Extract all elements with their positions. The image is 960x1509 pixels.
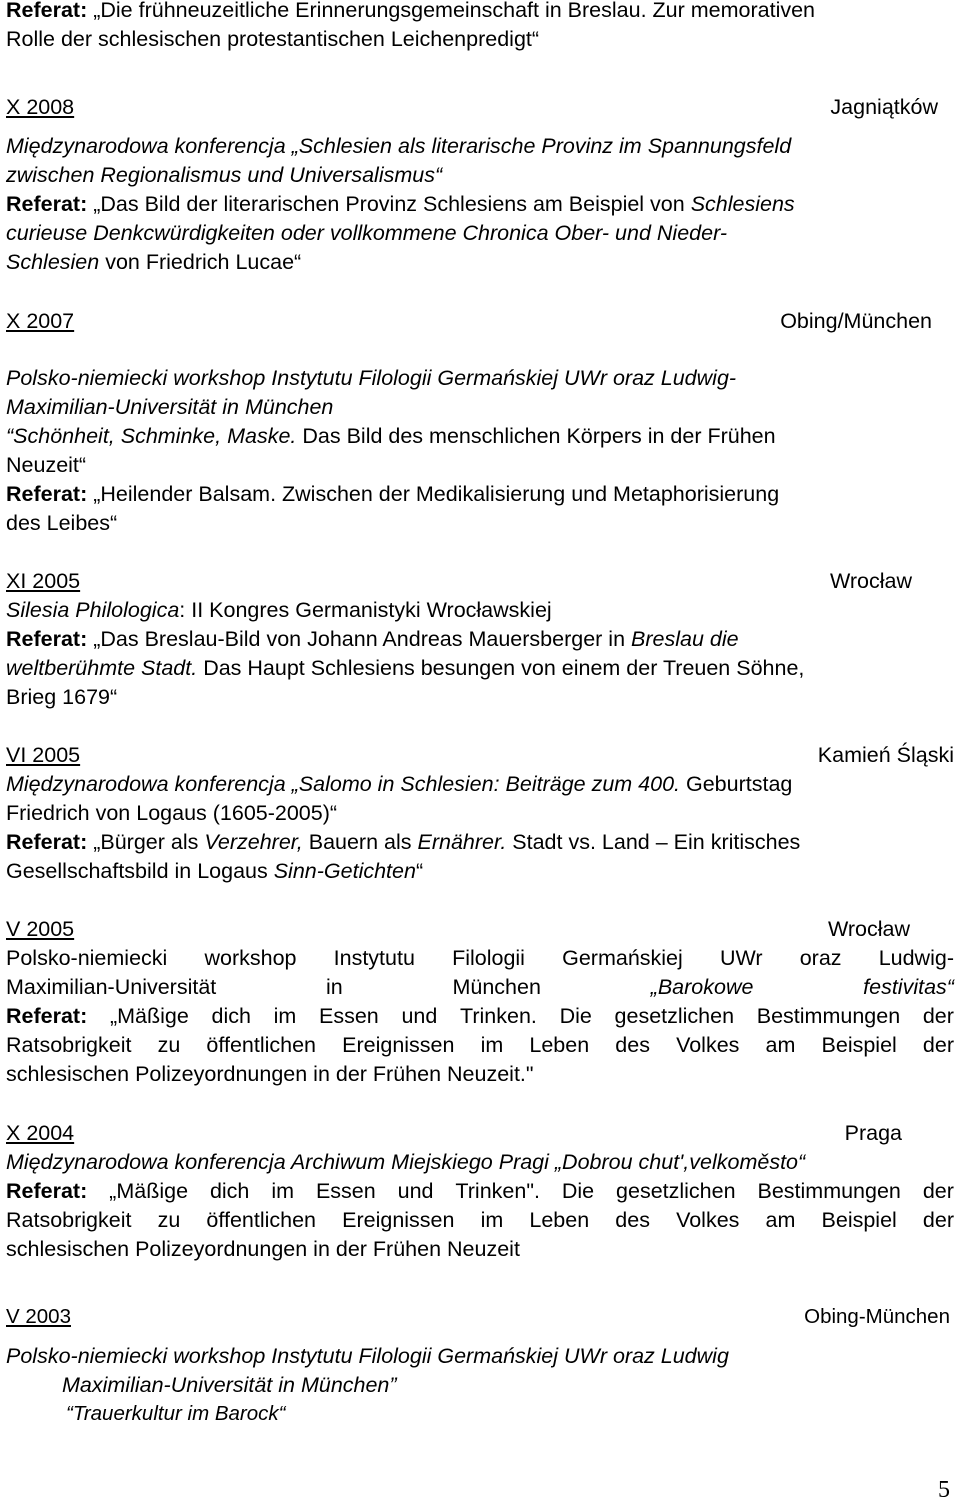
text-line — [6, 455, 86, 477]
word: Beispiel — [821, 1033, 897, 1057]
word: Volkes — [676, 1208, 740, 1232]
text-line — [6, 136, 791, 158]
text-run: curieuse Denkcwürdigkeiten oder vollkommene Chronica Ober- und Nieder- — [6, 221, 728, 245]
text-run: : II Kongres Germanistyki Wrocławskiej — [179, 598, 552, 622]
word: München — [452, 975, 541, 999]
event-date: V 2003 — [6, 1305, 71, 1328]
text-run: Breslau die — [631, 627, 739, 651]
text-run: Friedrich von Logaus (1605-2005)“ — [6, 801, 338, 825]
word: gesetzlichen — [614, 1004, 735, 1028]
text-run: Neuzeit“ — [6, 453, 87, 477]
word: Bestimmungen — [757, 1179, 901, 1203]
text-line — [62, 1375, 397, 1397]
event-date: X 2008 — [6, 95, 75, 119]
event-place: Praga — [844, 1121, 902, 1145]
text-run: Verzehrer, — [204, 830, 303, 854]
word: Essen — [319, 1004, 379, 1028]
word: zu — [157, 1033, 181, 1057]
text-run: von Friedrich Lucae“ — [99, 250, 302, 274]
justified-line — [6, 1006, 954, 1028]
word: Ereignissen — [342, 1208, 455, 1232]
text-run: Międzynarodowa konferencja „Salomo in Schlesien: Beiträge zum 400. — [6, 772, 681, 796]
word: festivitas“ — [863, 975, 954, 999]
referat-label: Referat: — [6, 1004, 88, 1028]
text-line — [6, 658, 804, 680]
referat-label: Referat: — [6, 0, 88, 22]
text-line — [66, 1404, 285, 1425]
text-run: Schlesiens — [690, 192, 795, 216]
word: workshop — [204, 946, 297, 970]
text-run: Maximilian-Universität in München” — [62, 1373, 397, 1397]
event-place: Jagniątków — [830, 95, 938, 119]
text-run: Das Bild des menschlichen Körpers in der Frühen — [296, 424, 776, 448]
text-run: Maximilian-Universität in München — [6, 395, 334, 419]
word: Germańskiej — [562, 946, 683, 970]
word: des — [615, 1033, 650, 1057]
word: Leben — [529, 1033, 590, 1057]
word: dich — [211, 1004, 251, 1028]
text-run: schlesischen Polizeyordnungen in der Frühen Neuzeit." — [6, 1062, 534, 1086]
page-number: 5 — [938, 1477, 950, 1503]
word: dich — [209, 1179, 250, 1203]
text-run: Gesellschaftsbild in Logaus — [6, 859, 274, 883]
text-run: zwischen Regionalismus und Universalismus“ — [6, 163, 443, 187]
event-place: Wrocław — [829, 569, 912, 593]
text-run: Schlesien — [6, 250, 100, 274]
word: UWr — [719, 946, 763, 970]
text-run: „Das Breslau-Bild von Johann Andreas Mauersberger in — [87, 627, 632, 651]
word: „Barokowe — [650, 975, 754, 999]
event-place: Wrocław — [827, 917, 910, 941]
text-line — [6, 1152, 805, 1174]
word: im — [480, 1033, 504, 1057]
text-run: des Leibes“ — [6, 511, 118, 535]
word: des — [615, 1208, 650, 1232]
word: der — [922, 1033, 954, 1057]
text-run: Das Haupt Schlesiens besungen von einem der Treuen Söhne, — [197, 656, 805, 680]
word: am — [765, 1033, 796, 1057]
text-run: Geburtstag — [680, 772, 793, 796]
justified-line — [6, 948, 954, 970]
text-line — [6, 0, 815, 22]
text-run: „Heilender Balsam. Zwischen der Medikalisierung und Metaphorisierung — [87, 482, 780, 506]
text-run: “Schönheit, Schminke, Maske. — [6, 424, 297, 448]
word: am — [765, 1208, 796, 1232]
text-line — [6, 252, 301, 274]
word: „Mäßige — [109, 1004, 189, 1028]
justified-line — [6, 1181, 954, 1203]
text-line — [6, 803, 337, 825]
event-date: XI 2005 — [6, 569, 81, 593]
text-line — [6, 223, 727, 245]
referat-label: Referat: — [6, 627, 88, 651]
word: öffentlichen — [206, 1033, 317, 1057]
text-run: Stadt vs. Land – Ein kritisches — [506, 830, 801, 854]
text-line — [6, 861, 423, 883]
text-run: Międzynarodowa konferencja Archiwum Miejskiego Pragi „Dobrou chut',velkoměsto“ — [6, 1150, 806, 1174]
event-date: VI 2005 — [6, 743, 81, 767]
word: der — [922, 1004, 954, 1028]
text-run: Brieg 1679“ — [6, 685, 118, 709]
text-line — [6, 426, 776, 448]
text-run: Sinn-Getichten — [273, 859, 416, 883]
text-run: Polsko-niemiecki workshop Instytutu Filologii Germańskiej UWr oraz Ludwig- — [6, 366, 737, 390]
event-date: X 2007 — [6, 309, 75, 333]
text-run: “Trauerkultur im Barock“ — [66, 1402, 286, 1425]
text-run: Międzynarodowa konferencja „Schlesien als literarische Provinz im Spannungsfeld — [6, 134, 792, 158]
text-line — [6, 687, 117, 709]
text-run: schlesischen Polizeyordnungen in der Frühen Neuzeit — [6, 1237, 520, 1261]
word: oraz — [799, 946, 842, 970]
text-line — [6, 513, 117, 535]
text-line — [6, 368, 736, 390]
word: Bestimmungen — [756, 1004, 901, 1028]
justified-line — [6, 1210, 954, 1232]
word: Trinken. — [460, 1004, 537, 1028]
text-line — [6, 600, 552, 622]
text-line — [6, 194, 795, 216]
text-line — [6, 397, 333, 419]
word: Volkes — [676, 1033, 740, 1057]
word: Die — [561, 1179, 595, 1203]
text-line — [6, 165, 442, 187]
word: Trinken". — [455, 1179, 540, 1203]
word: Filologii — [452, 946, 525, 970]
event-place: Obing-München — [804, 1305, 950, 1328]
text-line — [6, 1064, 534, 1086]
justified-line — [6, 1035, 954, 1057]
text-line — [6, 29, 539, 51]
word: im — [271, 1179, 295, 1203]
event-place: Kamień Śląski — [817, 743, 954, 767]
text-run: weltberühmte Stadt. — [6, 656, 198, 680]
word: öffentlichen — [206, 1208, 317, 1232]
word: Ludwig- — [878, 946, 954, 970]
word: Leben — [529, 1208, 590, 1232]
word: Ereignissen — [342, 1033, 455, 1057]
word: gesetzlichen — [616, 1179, 736, 1203]
text-run: Bauern als — [302, 830, 418, 854]
word: in — [326, 975, 343, 999]
word: Ratsobrigkeit — [6, 1033, 132, 1057]
justified-line — [6, 977, 954, 999]
event-date: X 2004 — [6, 1121, 75, 1145]
word: der — [922, 1179, 954, 1203]
event-date: V 2005 — [6, 917, 75, 941]
referat-label: Referat: — [6, 1179, 88, 1203]
text-run: Silesia Philologica — [6, 598, 180, 622]
text-line — [6, 629, 739, 651]
word: Polsko-niemiecki — [6, 946, 168, 970]
text-run: Polsko-niemiecki workshop Instytutu Filologii Germańskiej UWr oraz Ludwig — [6, 1344, 729, 1368]
text-run: „Bürger als — [87, 830, 205, 854]
word: und — [397, 1179, 434, 1203]
referat-label: Referat: — [6, 482, 88, 506]
referat-label: Referat: — [6, 192, 88, 216]
word: zu — [157, 1208, 181, 1232]
text-run: Ernährer. — [417, 830, 507, 854]
text-line — [6, 484, 779, 506]
text-run: „Das Bild der literarischen Provinz Schlesiens am Beispiel von — [87, 192, 691, 216]
referat-label: Referat: — [6, 830, 88, 854]
word: „Mäßige — [109, 1179, 189, 1203]
event-place: Obing/München — [780, 309, 932, 333]
word: und — [401, 1004, 438, 1028]
word: im — [273, 1004, 297, 1028]
word: im — [480, 1208, 504, 1232]
word: Die — [559, 1004, 592, 1028]
text-line — [6, 1239, 520, 1261]
word: Ratsobrigkeit — [6, 1208, 132, 1232]
word: Essen — [315, 1179, 376, 1203]
word: Instytutu — [333, 946, 415, 970]
text-run: Rolle der schlesischen protestantischen Leichenpredigt“ — [6, 27, 540, 51]
word: Beispiel — [821, 1208, 897, 1232]
text-run: „Die frühneuzeitliche Erinnerungsgemeinschaft in Breslau. Zur memorativen — [87, 0, 816, 22]
word: der — [922, 1208, 954, 1232]
text-line — [6, 832, 800, 854]
word: Maximilian-Universität — [6, 975, 217, 999]
text-run: “ — [415, 859, 424, 883]
text-line — [6, 774, 792, 796]
text-line — [6, 1346, 729, 1368]
